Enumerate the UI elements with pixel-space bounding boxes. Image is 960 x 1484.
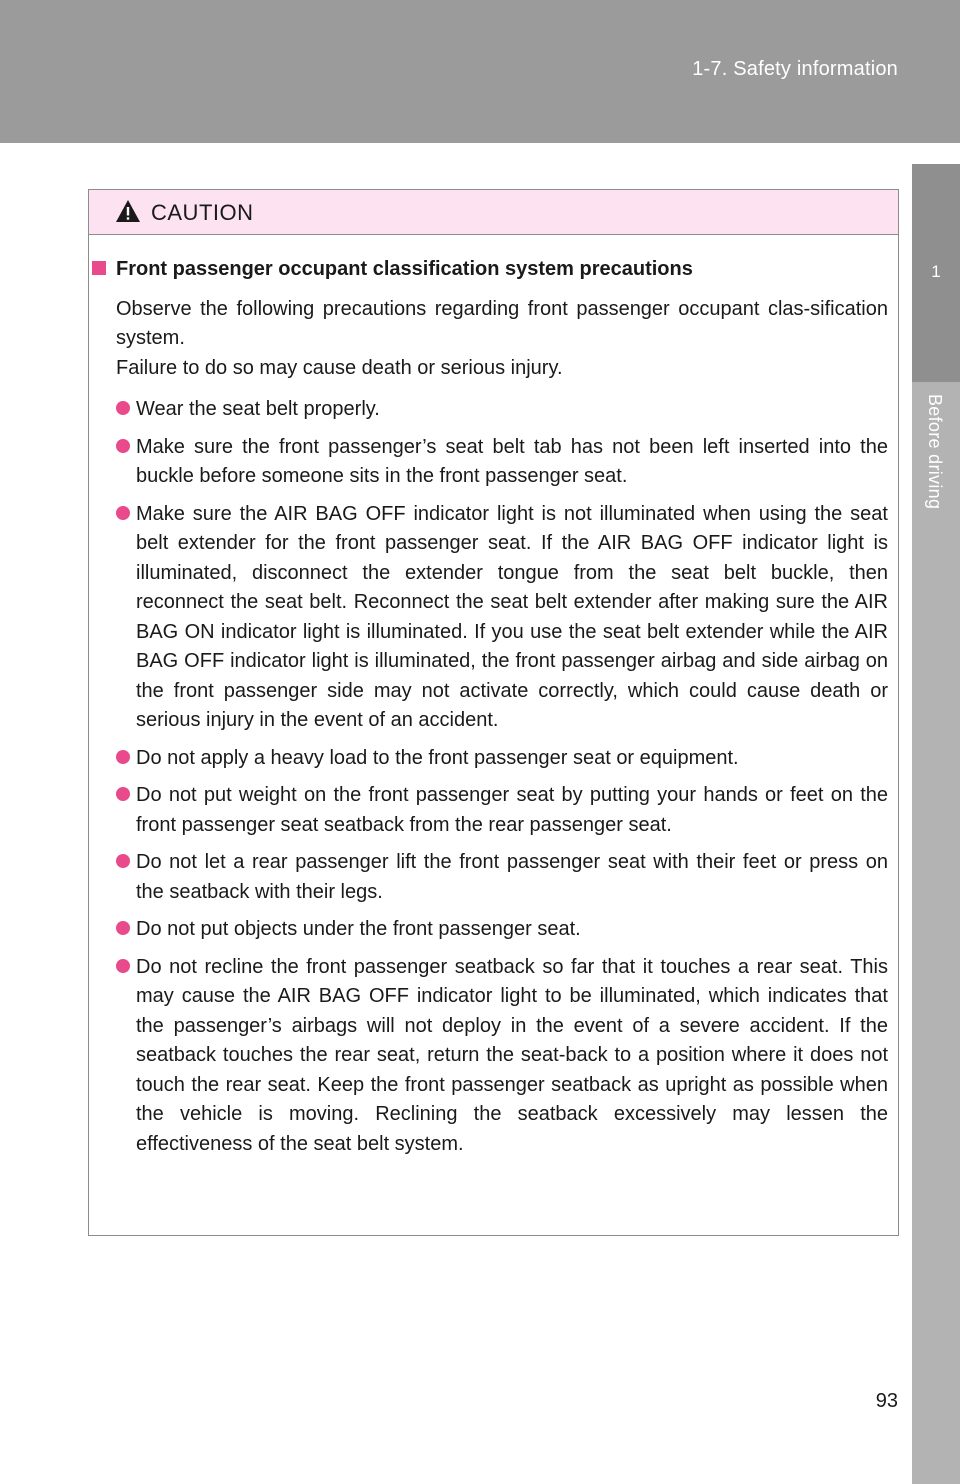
bullet-dot-icon [116, 750, 130, 764]
bullet-dot-icon [116, 959, 130, 973]
list-item-text: Do not put weight on the front passenger seat by putting your hands or feet on the front passenger seat seatback from the rear passenger seat. [136, 784, 888, 836]
list-item [116, 781, 888, 840]
caution-header [89, 190, 898, 235]
list-item-text: Make sure the AIR BAG OFF indicator light is not illuminated when using the seat belt extender for the front passenger seat. If the AIR BAG OFF indicator light is illuminated, disconnect the extender tongue from the seat belt buckle, then reconnect the seat belt. Reconnect the seat belt extender after making sure the AIR BAG ON indicator light is illuminated. If you use the seat belt extender while the AIR BAG OFF indicator light is illuminated, the front passenger airbag and side airbag on the front passenger side may not activate correctly, which could cause death or serious injury in the event of an accident. [136, 502, 888, 731]
caution-body [89, 235, 898, 1159]
bullet-dot-icon [116, 506, 130, 520]
list-item [116, 433, 888, 492]
chapter-side-band [912, 382, 960, 1484]
precaution-list [116, 395, 888, 1159]
chapter-label: Before driving [925, 394, 945, 510]
list-item [116, 848, 888, 907]
list-item-text: Do not apply a heavy load to the front passenger seat or equipment. [136, 746, 739, 769]
list-item [116, 500, 888, 736]
caution-box [88, 189, 899, 1236]
list-item-text: Do not let a rear passenger lift the front passenger seat with their feet or press on the seatback with their legs. [136, 851, 888, 903]
bullet-dot-icon [116, 401, 130, 415]
list-item [116, 953, 888, 1160]
section-title: 1-7. Safety information [692, 58, 898, 80]
list-item-text: Wear the seat belt properly. [136, 398, 380, 420]
intro-paragraph [116, 295, 888, 384]
list-item-text: Do not put objects under the front passenger seat. [136, 918, 581, 940]
subheading: Front passenger occupant classification system precautions [116, 258, 693, 280]
list-item [116, 915, 888, 945]
warning-triangle-icon [115, 199, 141, 223]
list-item-text: Make sure the front passenger’s seat belt tab has not been left inserted into the buckle before someone sits in the front passenger seat. [136, 435, 888, 487]
bullet-dot-icon [116, 787, 130, 801]
bullet-dot-icon [116, 921, 130, 935]
subheading-row [100, 255, 888, 285]
list-item-text: Do not recline the front passenger seatback so far that it touches a rear seat. This may cause the AIR BAG OFF indicator light to be illuminated, which indicates that the passenger’s airbags will not deploy in the event of a severe accident. If the seatback touches the rear seat, return the seat-back to a position where it does not touch the rear seat. Keep the front passenger seatback as upright as possible when the vehicle is moving. Reclining the seatback excessively may lessen the effectiveness of the seat belt system. [136, 955, 888, 1155]
intro-line: Failure to do so may cause death or serious injury. [116, 356, 563, 379]
square-bullet-icon [92, 261, 106, 275]
caution-title: CAUTION [151, 200, 254, 225]
bullet-dot-icon [116, 439, 130, 453]
list-item [116, 395, 888, 425]
chapter-number: 1 [931, 262, 941, 281]
list-item [116, 744, 888, 774]
intro-line: Observe the following precautions regarding front passenger occupant clas-sification system. [116, 297, 888, 349]
page-number: 93 [875, 1390, 898, 1412]
bullet-dot-icon [116, 854, 130, 868]
